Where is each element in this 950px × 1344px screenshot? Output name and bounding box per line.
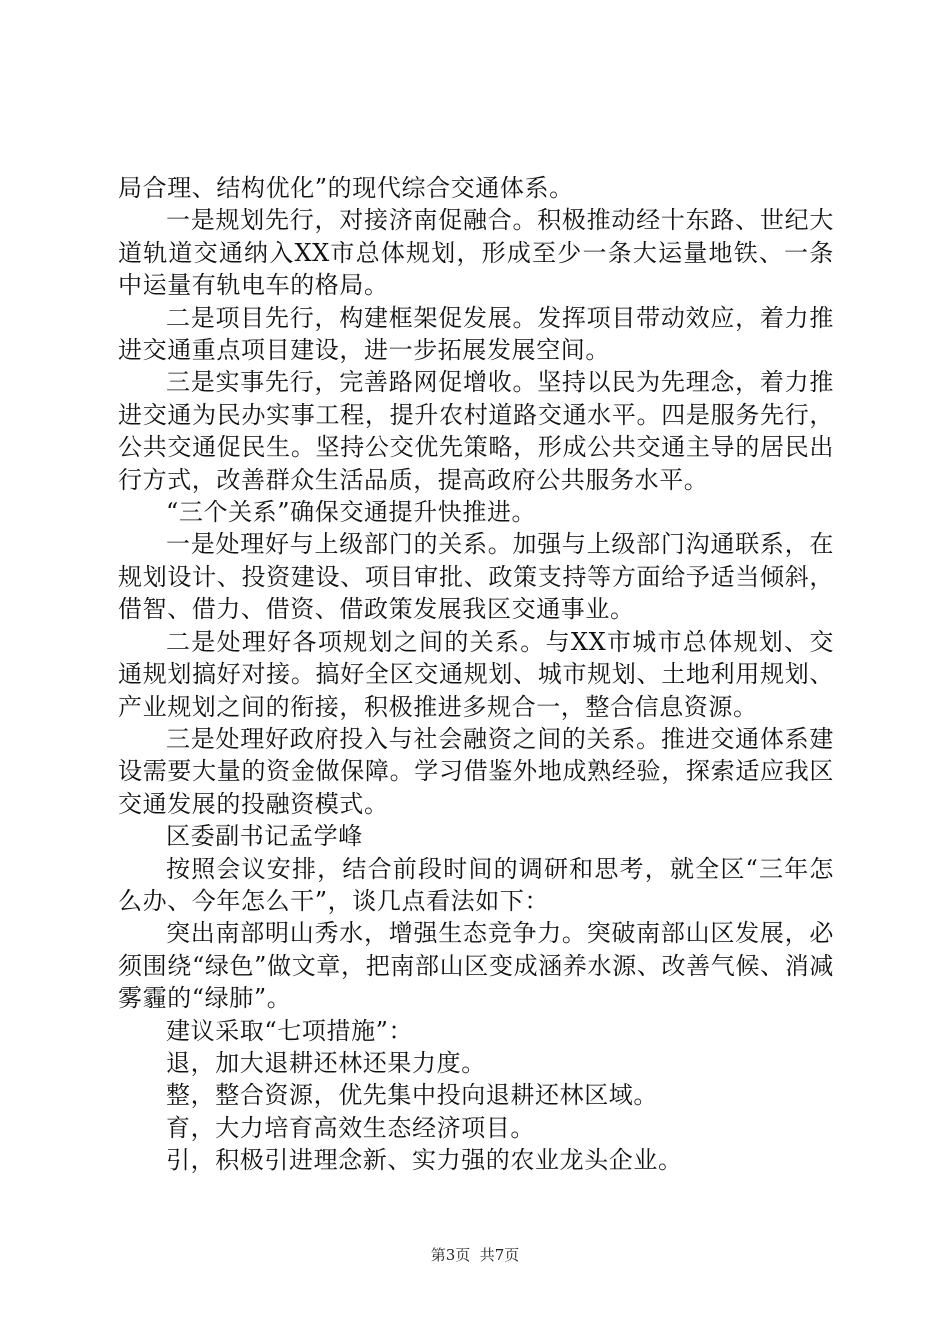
paragraph: 二是处理好各项规划之间的关系。与XX市城市总体规划、交通规划搞好对接。搞好全区交通规划、城市规划、土地利用规划、产业规划之间的衔接，积极推进多规合一，整合信息资源。: [118, 627, 834, 721]
paragraph: 一是规划先行，对接济南促融合。积极推动经十东路、世纪大道轨道交通纳入XX市总体规划，形成至少一条大运量地铁、一条中运量有轨电车的格局。: [118, 206, 834, 300]
paragraph: 突出南部明山秀水，增强生态竞争力。突破南部山区发展，必须围绕“绿色”做文章，把南部山区变成涵养水源、改善气候、消减雾霾的“绿肺”。: [118, 919, 834, 1013]
document-body: [118, 172, 834, 1177]
paragraph: 局合理、结构优化”的现代综合交通体系。: [118, 174, 574, 202]
paragraph: 三是实事先行，完善路网促增收。坚持以民为先理念，着力推进交通为民办实事工程，提升农村道路交通水平。四是服务先行，公共交通促民生。坚持公交优先策略，形成公共交通主导的居民出行方式，改善群众生活品质，提高政府公共服务水平。: [118, 368, 834, 494]
paragraph: 二是项目先行，构建框架促发展。发挥项目带动效应，着力推进交通重点项目建设，进一步拓展发展空间。: [118, 303, 834, 365]
speaker-name: 区委副书记孟学峰: [166, 822, 363, 851]
list-item: 退，加大退耕还林还果力度。: [166, 1048, 486, 1077]
paragraph: 按照会议安排，结合前段时间的调研和思考，就全区“三年怎么办、今年怎么干”，谈几点看法如下：: [118, 854, 834, 915]
paragraph: 建议采取“七项措施”：: [166, 1016, 414, 1045]
list-item: 引，积极引进理念新、实力强的农业龙头企业。: [166, 1146, 683, 1175]
section-heading: “三个关系”确保交通提升快推进。: [166, 498, 537, 527]
paragraph: 三是处理好政府投入与社会融资之间的关系。推进交通体系建设需要大量的资金做保障。学习借鉴外地成熟经验，探索适应我区交通发展的投融资模式。: [118, 724, 834, 818]
list-item: 育，大力培育高效生态经济项目。: [166, 1113, 535, 1142]
page-number-footer: 第3页 共7页: [430, 1246, 520, 1264]
paragraph: 一是处理好与上级部门的关系。加强与上级部门沟通联系，在规划设计、投资建设、项目审批、政策支持等方面给予适当倾斜，借智、借力、借资、借政策发展我区交通事业。: [118, 530, 834, 624]
list-item: 整，整合资源，优先集中投向退耕还林区域。: [166, 1081, 658, 1110]
